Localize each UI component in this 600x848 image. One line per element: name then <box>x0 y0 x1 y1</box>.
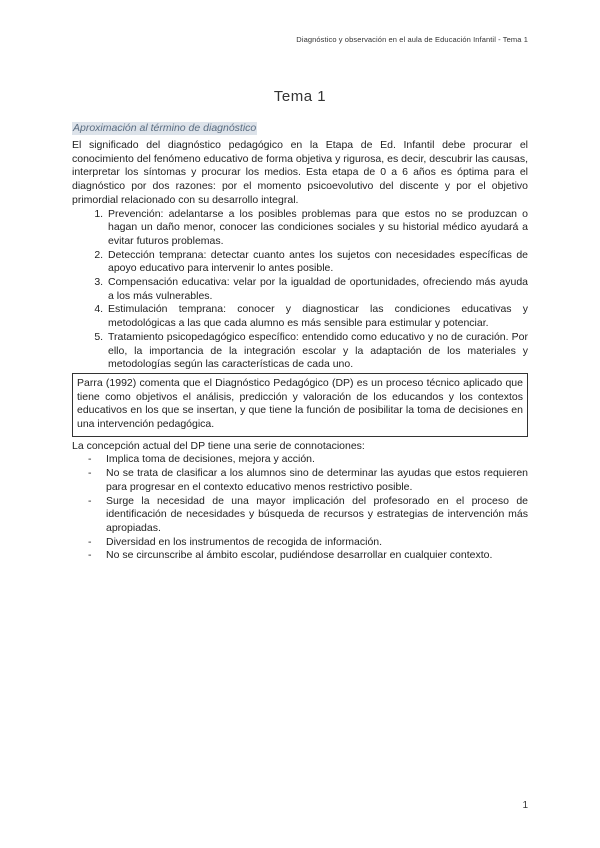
dash-bullet: - <box>88 535 92 548</box>
list-item <box>88 467 528 494</box>
list-item: 4. Estimulación temprana: conocer y diagnosticar las condiciones educativas y metodológicas a las que cada alumno es más sensible para estimular y potenciar. <box>106 303 528 330</box>
list-item <box>88 453 528 467</box>
page-title: Tema 1 <box>273 88 327 105</box>
section-heading: Aproximación al término de diagnóstico <box>73 122 257 134</box>
dash-bullet: - <box>88 453 92 466</box>
intro-paragraph: El significado del diagnóstico pedagógico en la Etapa de Ed. Infantil debe procurar el conocimiento del fenómeno educativo de forma objetiva y rigurosa, es decir, descubrir las causas, interpretar los síntomas y procurar los medios. Esta etapa de 0 a 6 años es óptima para el diagnóstico por dos razones: por el momento psicoevolutivo del discente y por el objetivo primordial relacionado con su desarrollo integral. <box>72 139 528 206</box>
list-item <box>88 494 528 536</box>
list-item-text: Implica toma de decisiones, mejora y acción. <box>106 453 315 466</box>
list-item-text: Surge la necesidad de una mayor implicación del profesorado en el proceso de identificación de necesidades y búsqueda de recursos y estrategias de intervención más apropiadas. <box>106 494 528 534</box>
list-item <box>88 549 528 563</box>
dash-bullet: - <box>88 467 92 480</box>
running-header: Diagnóstico y observación en el aula de Educación Infantil - Tema 1 <box>296 35 528 44</box>
list-item <box>88 535 528 550</box>
list-item-text: Diversidad en los instrumentos de recogida de información. <box>106 535 383 548</box>
list-item-text: No se trata de clasificar a los alumnos sino de determinar las ayudas que estos requieren para progresar en el contexto educativo menos restrictivo posible. <box>106 467 528 493</box>
list-item: 1. Prevención: adelantarse a los posibles problemas para que estos no se produzcan o hagan un daño menor, conocer las condiciones sociales y su historial médico ayudará a evitar futuros problemas. <box>106 208 528 249</box>
list-item: 2. Detección temprana: detectar cuanto antes los sujetos con necesidades específicas de apoyo educativo para intervenir lo antes posible. <box>106 249 528 276</box>
list-item: 3. Compensación educativa: velar por la igualdad de oportunidades, ofreciendo más ayuda a los más vulnerables. <box>106 276 528 303</box>
connotations-intro: La concepción actual del DP tiene una serie de connotaciones: <box>72 439 365 452</box>
dash-bullet: - <box>88 494 92 507</box>
list-item: 5. Tratamiento psicopedagógico específico: entendido como educativo y no de curación. Por ello, la importancia de la integración escolar y la adaptación de los materiales y metodologías según las características de cada uno. <box>106 331 528 372</box>
definition-box: Parra (1992) comenta que el Diagnóstico Pedagógico (DP) es un proceso técnico aplicado que tiene como objetivos el análisis, predicción y valoración de los educandos y los contextos educativos en los que se insertan, y que tiene la función de posibilitar la toma de decisiones en una intervención pedagógica. <box>72 373 528 437</box>
list-item-text: No se circunscribe al ámbito escolar, pudiéndose desarrollar en cualquier contexto. <box>106 549 493 562</box>
dash-bullet: - <box>88 549 92 562</box>
dash-list <box>72 453 528 563</box>
page-number: 1 <box>522 800 528 811</box>
numbered-list <box>72 208 528 372</box>
document-body <box>72 118 528 563</box>
